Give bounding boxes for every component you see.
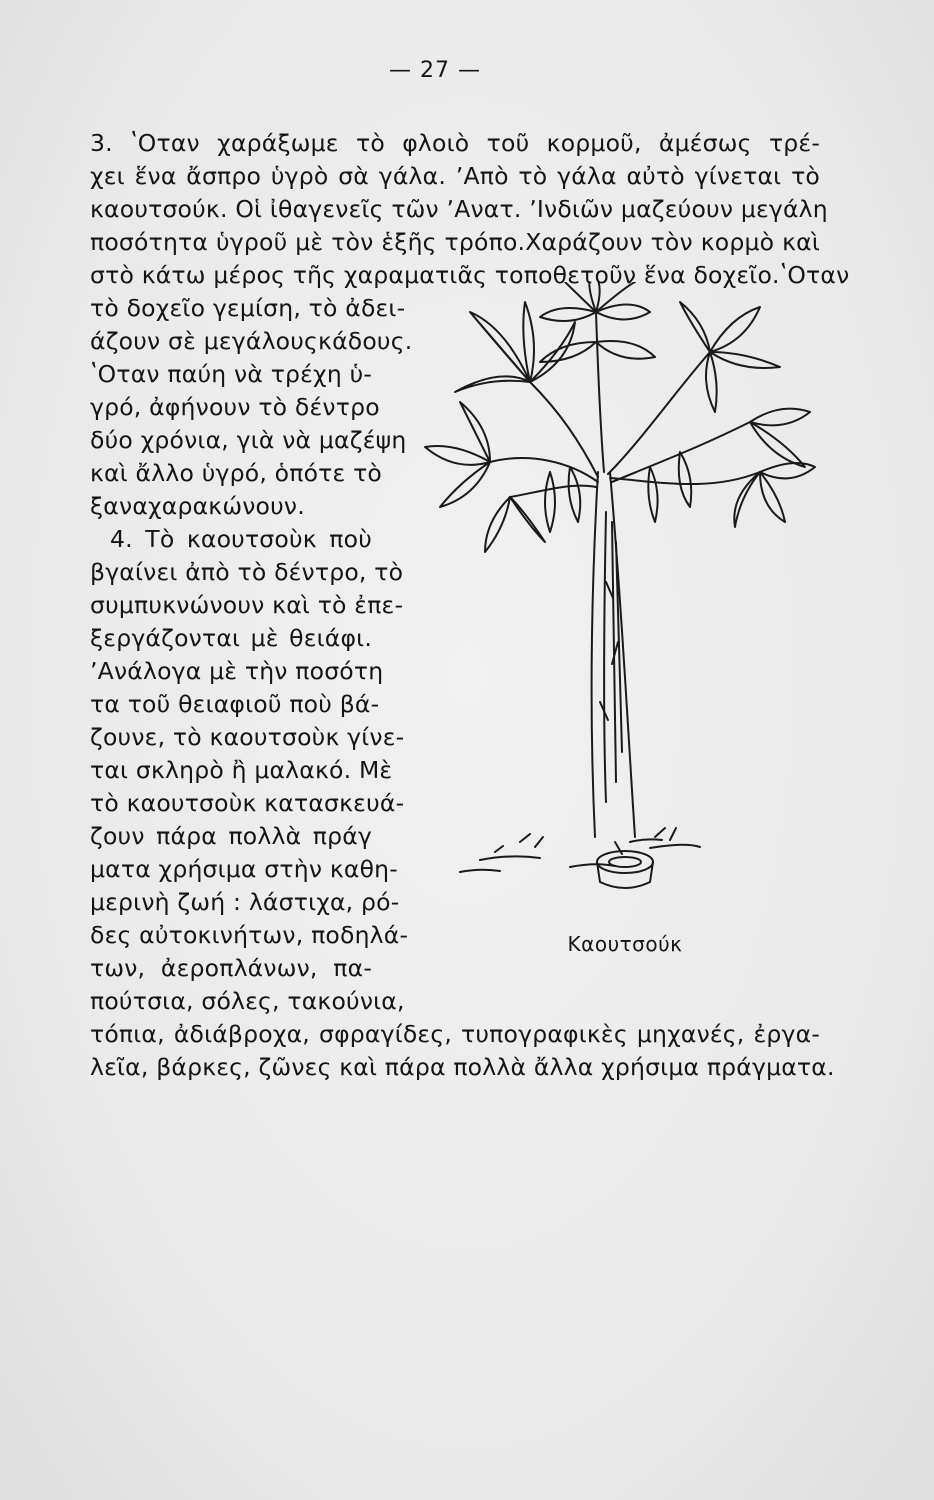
text-line-26: των, ἀεροπλάνων, πα- (90, 954, 372, 982)
text-line-18: τα τοῦ θειαφιοῦ ποὺ βά- (90, 690, 380, 718)
text-line-23: ματα χρήσιμα στὴν καθη- (90, 855, 398, 883)
text-line-28: τόπια, ἀδιάβροχα, σφραγίδες, τυπογραφικὲς μηχανές, ἐργα- (90, 1020, 820, 1048)
leaf-cluster-right-top (680, 302, 780, 412)
leaf-cluster-left-top (455, 302, 575, 392)
text-line-17: ʼΑνάλογα μὲ τὴν ποσότη (90, 657, 384, 685)
text-line-25: δες αὐτοκινήτων, ποδηλά- (90, 921, 409, 949)
text-line-20: ται σκληρὸ ἢ μαλακό. Μὲ (90, 756, 393, 784)
leaf-cluster-right (734, 409, 815, 527)
text-line-15: συμπυκνώνουν καὶ τὸ ἐπε- (90, 591, 404, 619)
text-line-21: τὸ καουτσοὺκ κατασκευά- (90, 789, 405, 817)
leaf-cluster-left (425, 402, 545, 552)
text-line-11: καὶ ἄλλο ὑγρό, ὁπότε τὸ (90, 459, 383, 487)
text-line-27: πούτσια, σόλες, τακούνια, (90, 987, 405, 1015)
illustration-caption: Καουτσούκ (567, 932, 683, 956)
rubber-tree-illustration (400, 282, 820, 902)
text-line-2: χει ἕνα ἄσπρο ὑγρὸ σὰ γάλα. ʼΑπὸ τὸ γάλα αὐτὸ γίνεται τὸ (90, 162, 820, 190)
text-line-6: τὸ δοχεῖο γεμίση, τὸ ἀδει- (90, 294, 406, 322)
text-line-7: άζουν σὲ μεγάλουςκάδους. (90, 327, 413, 355)
text-line-8: ʽΟταν παύη νὰ τρέχη ὑ- (90, 360, 373, 388)
text-line-4: ποσότητα ὑγροῦ μὲ τὸν ἑξῆς τρόπο.Χαράζουν τὸν κορμὸ καὶ (90, 228, 820, 256)
text-line-13: 4. Τὸ καουτσοὺκ ποὺ (110, 525, 372, 553)
text-line-29: λεῖα, βάρκες, ζῶνες καὶ πάρα πολλὰ ἄλλα χρήσιμα πράγματα. (90, 1053, 835, 1081)
text-line-5: στὸ κάτω μέρος τῆς χαραματιᾶς τοποθετοῦν ἕνα δοχεῖο.ʽΟταν (90, 261, 850, 289)
ground-lines (460, 828, 700, 872)
branches (490, 312, 760, 497)
text-line-19: ζουνε, τὸ καουτσοὺκ γίνε- (90, 723, 405, 751)
text-line-24: μερινὴ ζωή : λάστιχα, ρό- (90, 888, 400, 916)
text-line-10: δύο χρόνια, γιὰ νὰ μαζέψη (90, 426, 407, 454)
text-line-14: βγαίνει ἀπὸ τὸ δέντρο, τὸ (90, 558, 404, 586)
text-line-1: 3. ʽΟταν χαράξωμε τὸ φλοιὸ τοῦ κορμοῦ, ἀμέσως τρέ- (90, 129, 820, 157)
text-line-3: καουτσούκ. Οἱ ἰθαγενεῖς τῶν ʼΑνατ. ʼΙνδιῶν μαζεύουν μεγάλη (90, 195, 828, 223)
text-line-9: γρό, ἀφήνουν τὸ δέντρο (90, 393, 380, 421)
text-line-12: ξαναχαρακώνουν. (90, 492, 305, 520)
text-line-22: ζουν πάρα πολλὰ πράγ (90, 822, 372, 850)
page-number: — 27 — (389, 58, 481, 83)
trunk (592, 472, 635, 837)
text-line-16: ξεργάζονται μὲ θειάφι. (90, 624, 372, 652)
